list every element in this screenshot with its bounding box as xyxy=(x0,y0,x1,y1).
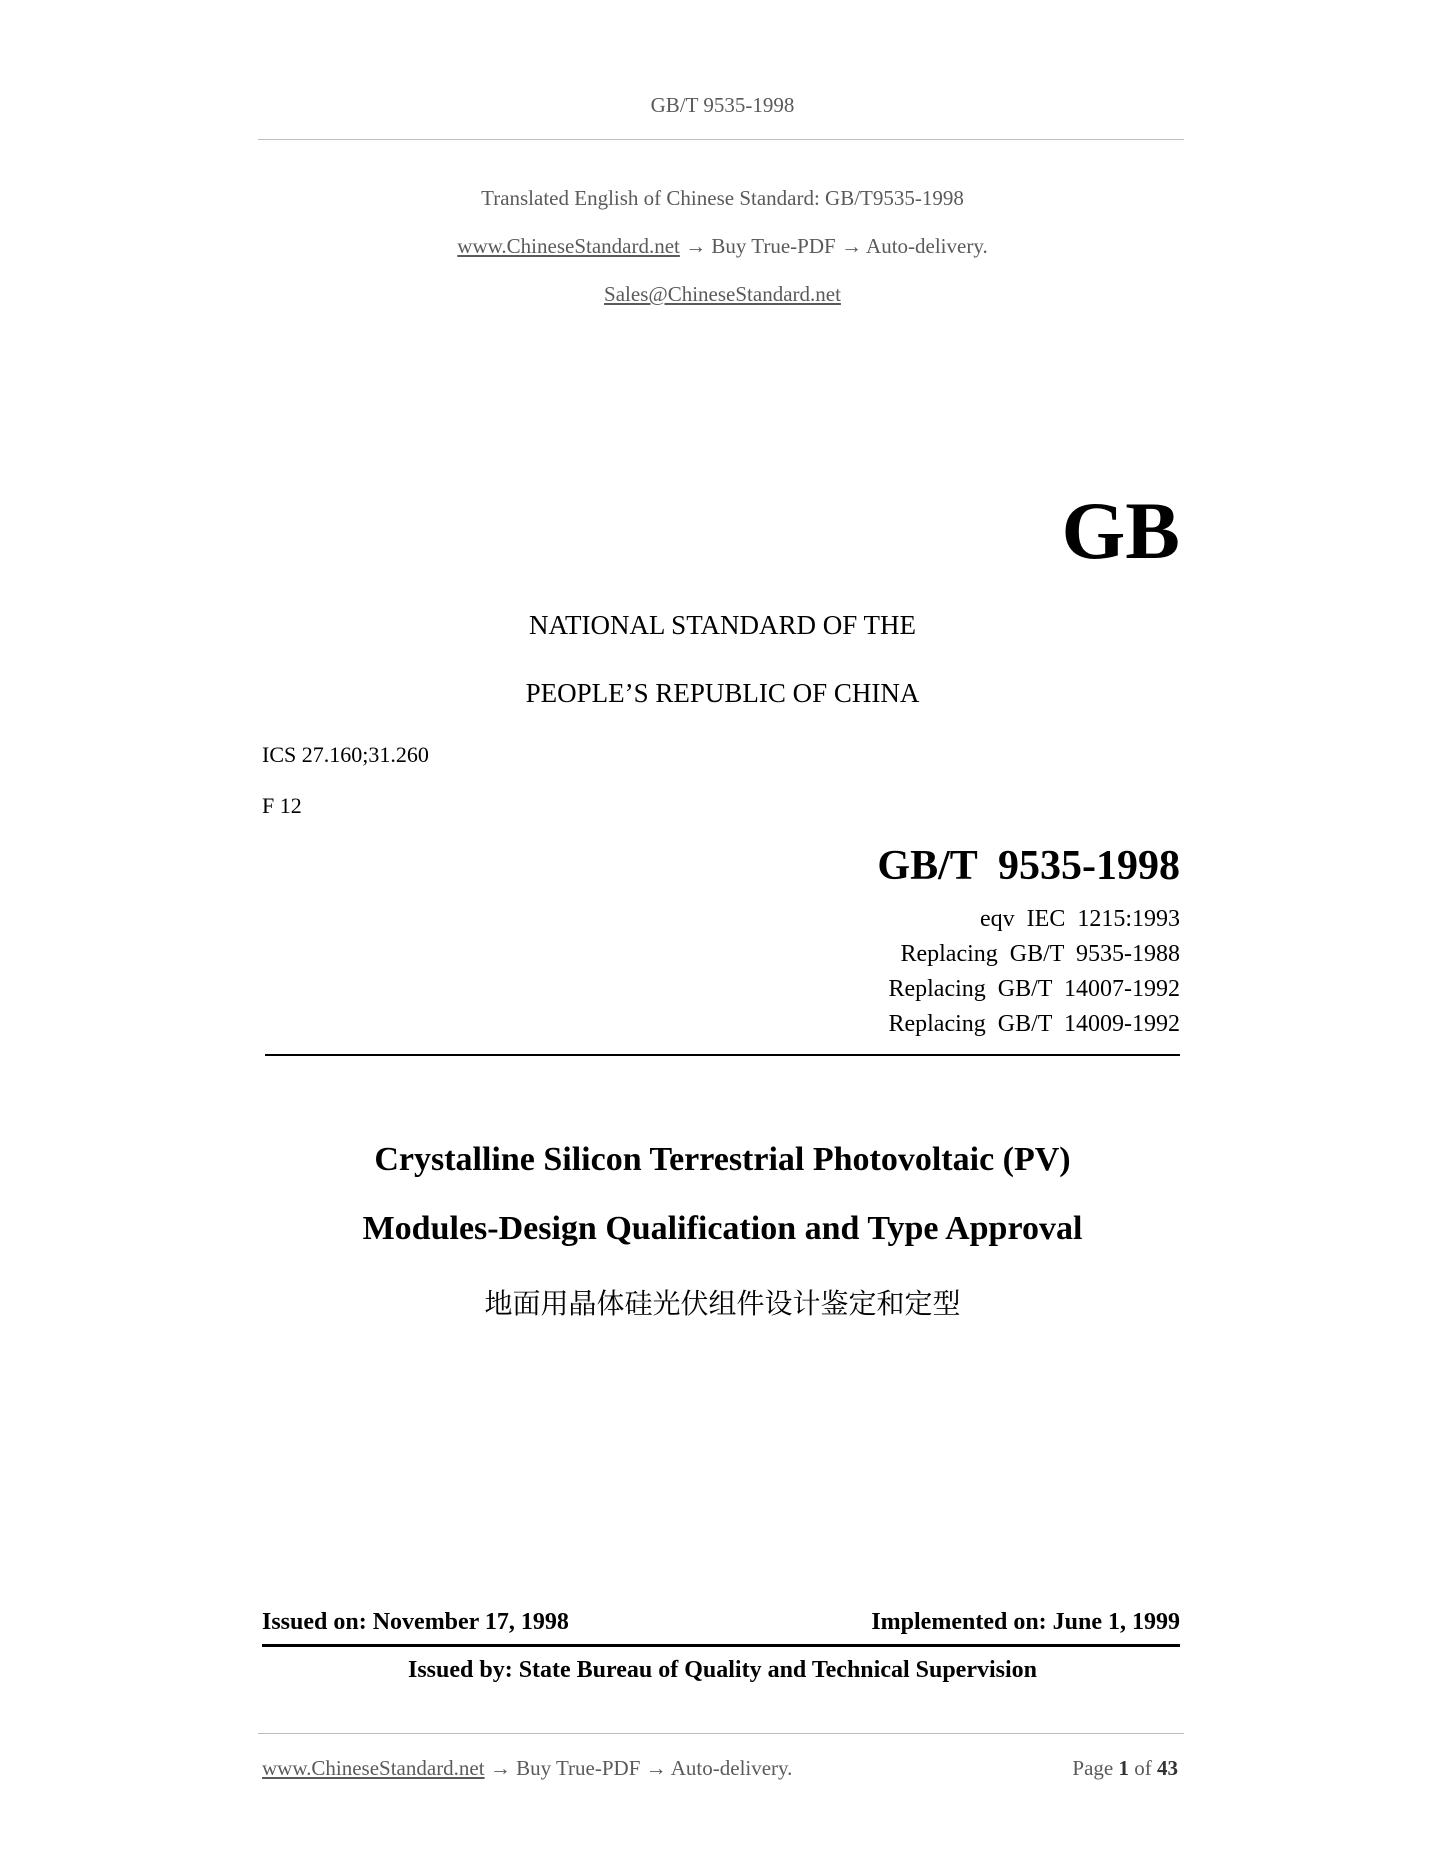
title-line-1: Crystalline Silicon Terrestrial Photovoltaic (PV) xyxy=(374,1141,1071,1178)
of-label: of xyxy=(1134,1756,1152,1780)
page-number: 1 xyxy=(1118,1756,1129,1780)
relation-item: Replacing GB/T 9535-1988 xyxy=(900,941,1180,967)
gb-logo: GB xyxy=(1061,485,1180,576)
issued-on: Issued on: November 17, 1998 xyxy=(262,1609,569,1635)
buy-true-pdf-text: Buy True-PDF xyxy=(711,234,836,258)
arrow-right-icon: → xyxy=(685,234,707,258)
issued-by: Issued by: State Bureau of Quality and Technical Supervision xyxy=(407,1657,1038,1683)
classification-code: F 12 xyxy=(262,793,302,818)
running-header: GB/T 9535-1998 xyxy=(650,93,795,117)
arrow-right-icon: → xyxy=(645,1756,667,1780)
standard-number: GB/T 9535-1998 xyxy=(877,843,1180,889)
footer-buy-text: Buy True-PDF xyxy=(516,1756,641,1780)
purchase-line xyxy=(0,234,1445,259)
footer-site-link[interactable]: www.ChineseStandard.net xyxy=(262,1756,485,1780)
footer-divider xyxy=(258,1733,1184,1734)
page-indicator xyxy=(900,1756,1178,1781)
page-label: Page xyxy=(1072,1756,1114,1780)
relation-item: Replacing GB/T 14009-1992 xyxy=(888,1011,1180,1037)
ics-code: ICS 27.160;31.260 xyxy=(262,742,429,767)
email-line xyxy=(0,282,1445,307)
relations-divider xyxy=(265,1054,1180,1056)
dates-divider xyxy=(262,1644,1180,1647)
footer-auto-text: Auto-delivery. xyxy=(670,1756,793,1780)
arrow-right-icon: → xyxy=(489,1756,511,1780)
footer-purchase-line xyxy=(262,1756,792,1781)
national-line-2: PEOPLE’S REPUBLIC OF CHINA xyxy=(525,678,920,708)
email-link[interactable]: Sales@ChineseStandard.net xyxy=(604,282,841,306)
national-line-1: NATIONAL STANDARD OF THE xyxy=(528,610,917,640)
implemented-on: Implemented on: June 1, 1999 xyxy=(871,1609,1180,1635)
site-link[interactable]: www.ChineseStandard.net xyxy=(457,234,680,258)
title-line-2: Modules-Design Qualification and Type Approval xyxy=(362,1210,1083,1247)
header-divider xyxy=(258,139,1184,140)
arrow-right-icon: → xyxy=(840,234,862,258)
page-total: 43 xyxy=(1157,1756,1178,1780)
relation-item: eqv IEC 1215:1993 xyxy=(980,906,1180,932)
relation-item: Replacing GB/T 14007-1992 xyxy=(888,976,1180,1002)
auto-delivery-text: Auto-delivery. xyxy=(866,234,988,258)
title-chinese: 地面用晶体硅光伏组件设计鉴定和定型 xyxy=(484,1287,961,1320)
translation-notice: Translated English of Chinese Standard: GB/T9535-1998 xyxy=(481,186,964,210)
